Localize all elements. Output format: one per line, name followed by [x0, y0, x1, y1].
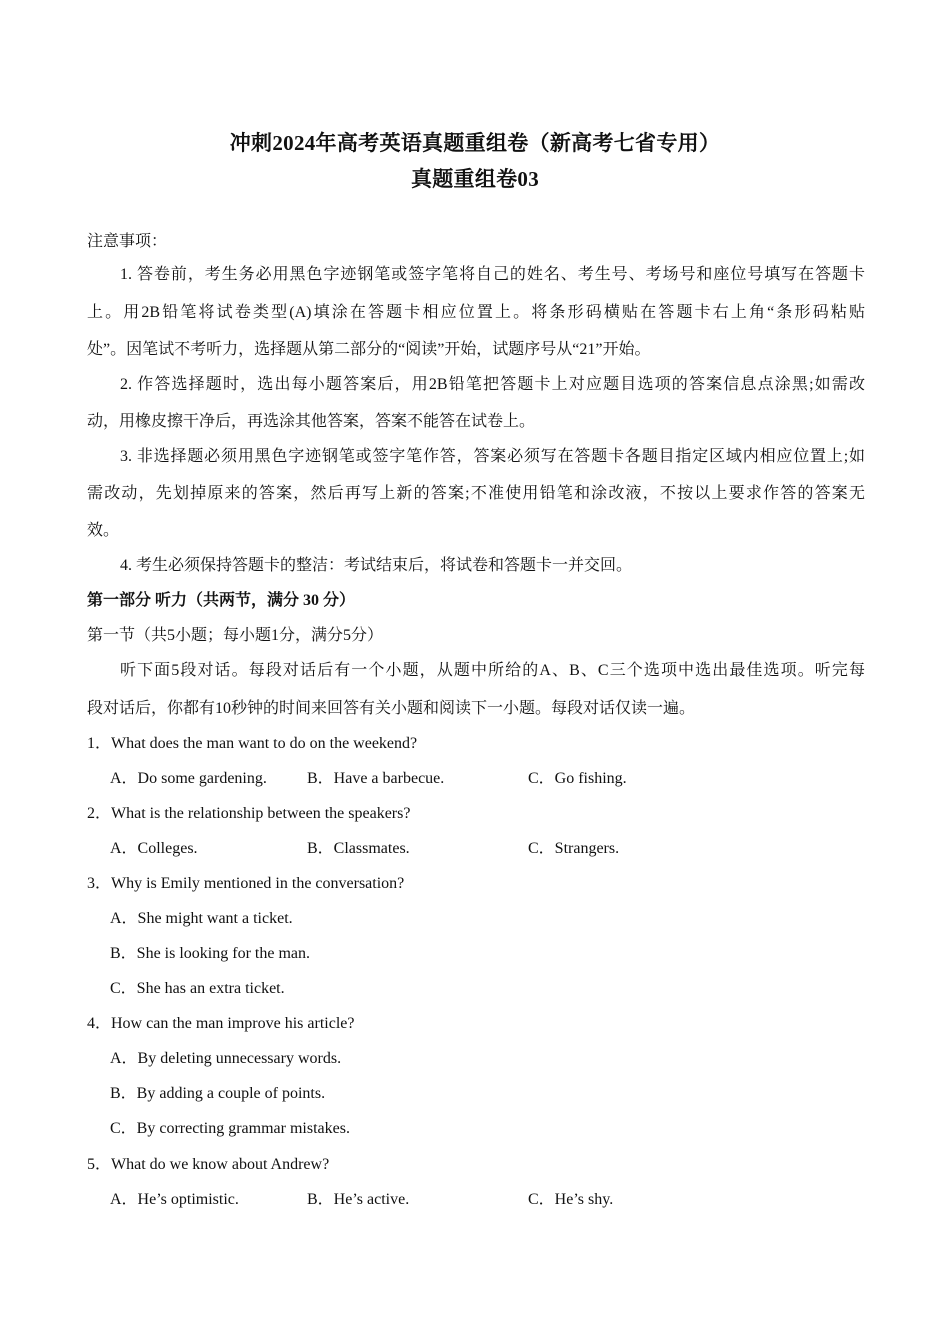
question-4-option-c[interactable]: C．By correcting grammar mistakes. — [110, 1120, 350, 1137]
question-3-option-b[interactable]: B．She is looking for the man. — [110, 945, 310, 962]
instructions-line-1: 听下面5段对话。每段对话后有一个小题，从题中所给的A、B、C三个选项中选出最佳选项。听完每 — [120, 662, 865, 679]
note-4: 4. 考生必须保持答题卡的整洁：考试结束后，将试卷和答题卡一并交回。 — [120, 557, 633, 574]
question-5-stem: 5．What do we know about Andrew? — [87, 1156, 330, 1173]
question-1-option-c[interactable]: C．Go fishing. — [528, 770, 627, 787]
question-4-option-a[interactable]: A．By deleting unnecessary words. — [110, 1050, 342, 1067]
notes-heading: 注意事项： — [87, 233, 168, 250]
question-1-stem: 1．What does the man want to do on the weekend? — [87, 735, 418, 752]
question-5-option-c[interactable]: C．He’s shy. — [528, 1191, 614, 1208]
question-2-stem: 2．What is the relationship between the speakers? — [87, 805, 411, 822]
note-1-line-3: 处”。因笔试不考听力，选择题从第二部分的“阅读”开始，试题序号从“21”开始。 — [87, 341, 651, 358]
note-2-line-2: 动，用橡皮擦干净后，再选涂其他答案，答案不能答在试卷上。 — [87, 413, 536, 430]
note-3-line-1: 3. 非选择题必须用黑色字迹钢笔或签字笔作答，答案必须写在答题卡各题目指定区域内相应位置上;如 — [120, 448, 865, 465]
question-2-option-a[interactable]: A．Colleges. — [110, 840, 198, 857]
question-4-stem: 4．How can the man improve his article? — [87, 1015, 355, 1032]
note-2-line-1: 2. 作答选择题时，选出每小题答案后，用2B铅笔把答题卡上对应题目选项的答案信息点涂黑;如需改 — [120, 376, 865, 393]
exam-title: 冲刺2024年高考英语真题重组卷（新高考七省专用） — [229, 131, 721, 155]
exam-subtitle: 真题重组卷03 — [410, 167, 540, 191]
note-3-line-3: 效。 — [87, 522, 120, 539]
question-2-option-c[interactable]: C．Strangers. — [528, 840, 620, 857]
question-1-option-a[interactable]: A．Do some gardening. — [110, 770, 267, 787]
question-3-option-c[interactable]: C．She has an extra ticket. — [110, 980, 285, 997]
note-1-line-2: 上。用2B铅笔将试卷类型(A)填涂在答题卡相应位置上。将条形码横贴在答题卡右上角“条形码粘贴 — [87, 304, 865, 321]
question-5-option-a[interactable]: A．He’s optimistic. — [110, 1191, 239, 1208]
instructions-line-2: 段对话后，你都有10秒钟的时间来回答有关小题和阅读下一小题。每段对话仅读一遍。 — [87, 700, 696, 717]
question-4-option-b[interactable]: B．By adding a couple of points. — [110, 1085, 326, 1102]
note-3-line-2: 需改动，先划掉原来的答案，然后再写上新的答案;不准使用铅笔和涂改液，不按以上要求作答的答案无 — [87, 485, 865, 502]
section1-heading: 第一节（共5小题；每小题1分，满分5分） — [87, 627, 384, 644]
question-2-option-b[interactable]: B．Classmates. — [307, 840, 410, 857]
note-1-line-1: 1. 答卷前，考生务必用黑色字迹钢笔或签字笔将自己的姓名、考生号、考场号和座位号填写在答题卡 — [120, 266, 865, 283]
question-1-option-b[interactable]: B．Have a barbecue. — [307, 770, 445, 787]
question-5-option-b[interactable]: B．He’s active. — [307, 1191, 410, 1208]
part1-heading: 第一部分 听力（共两节，满分 30 分） — [87, 592, 356, 609]
question-3-option-a[interactable]: A．She might want a ticket. — [110, 910, 293, 927]
question-3-stem: 3．Why is Emily mentioned in the conversation? — [87, 875, 405, 892]
